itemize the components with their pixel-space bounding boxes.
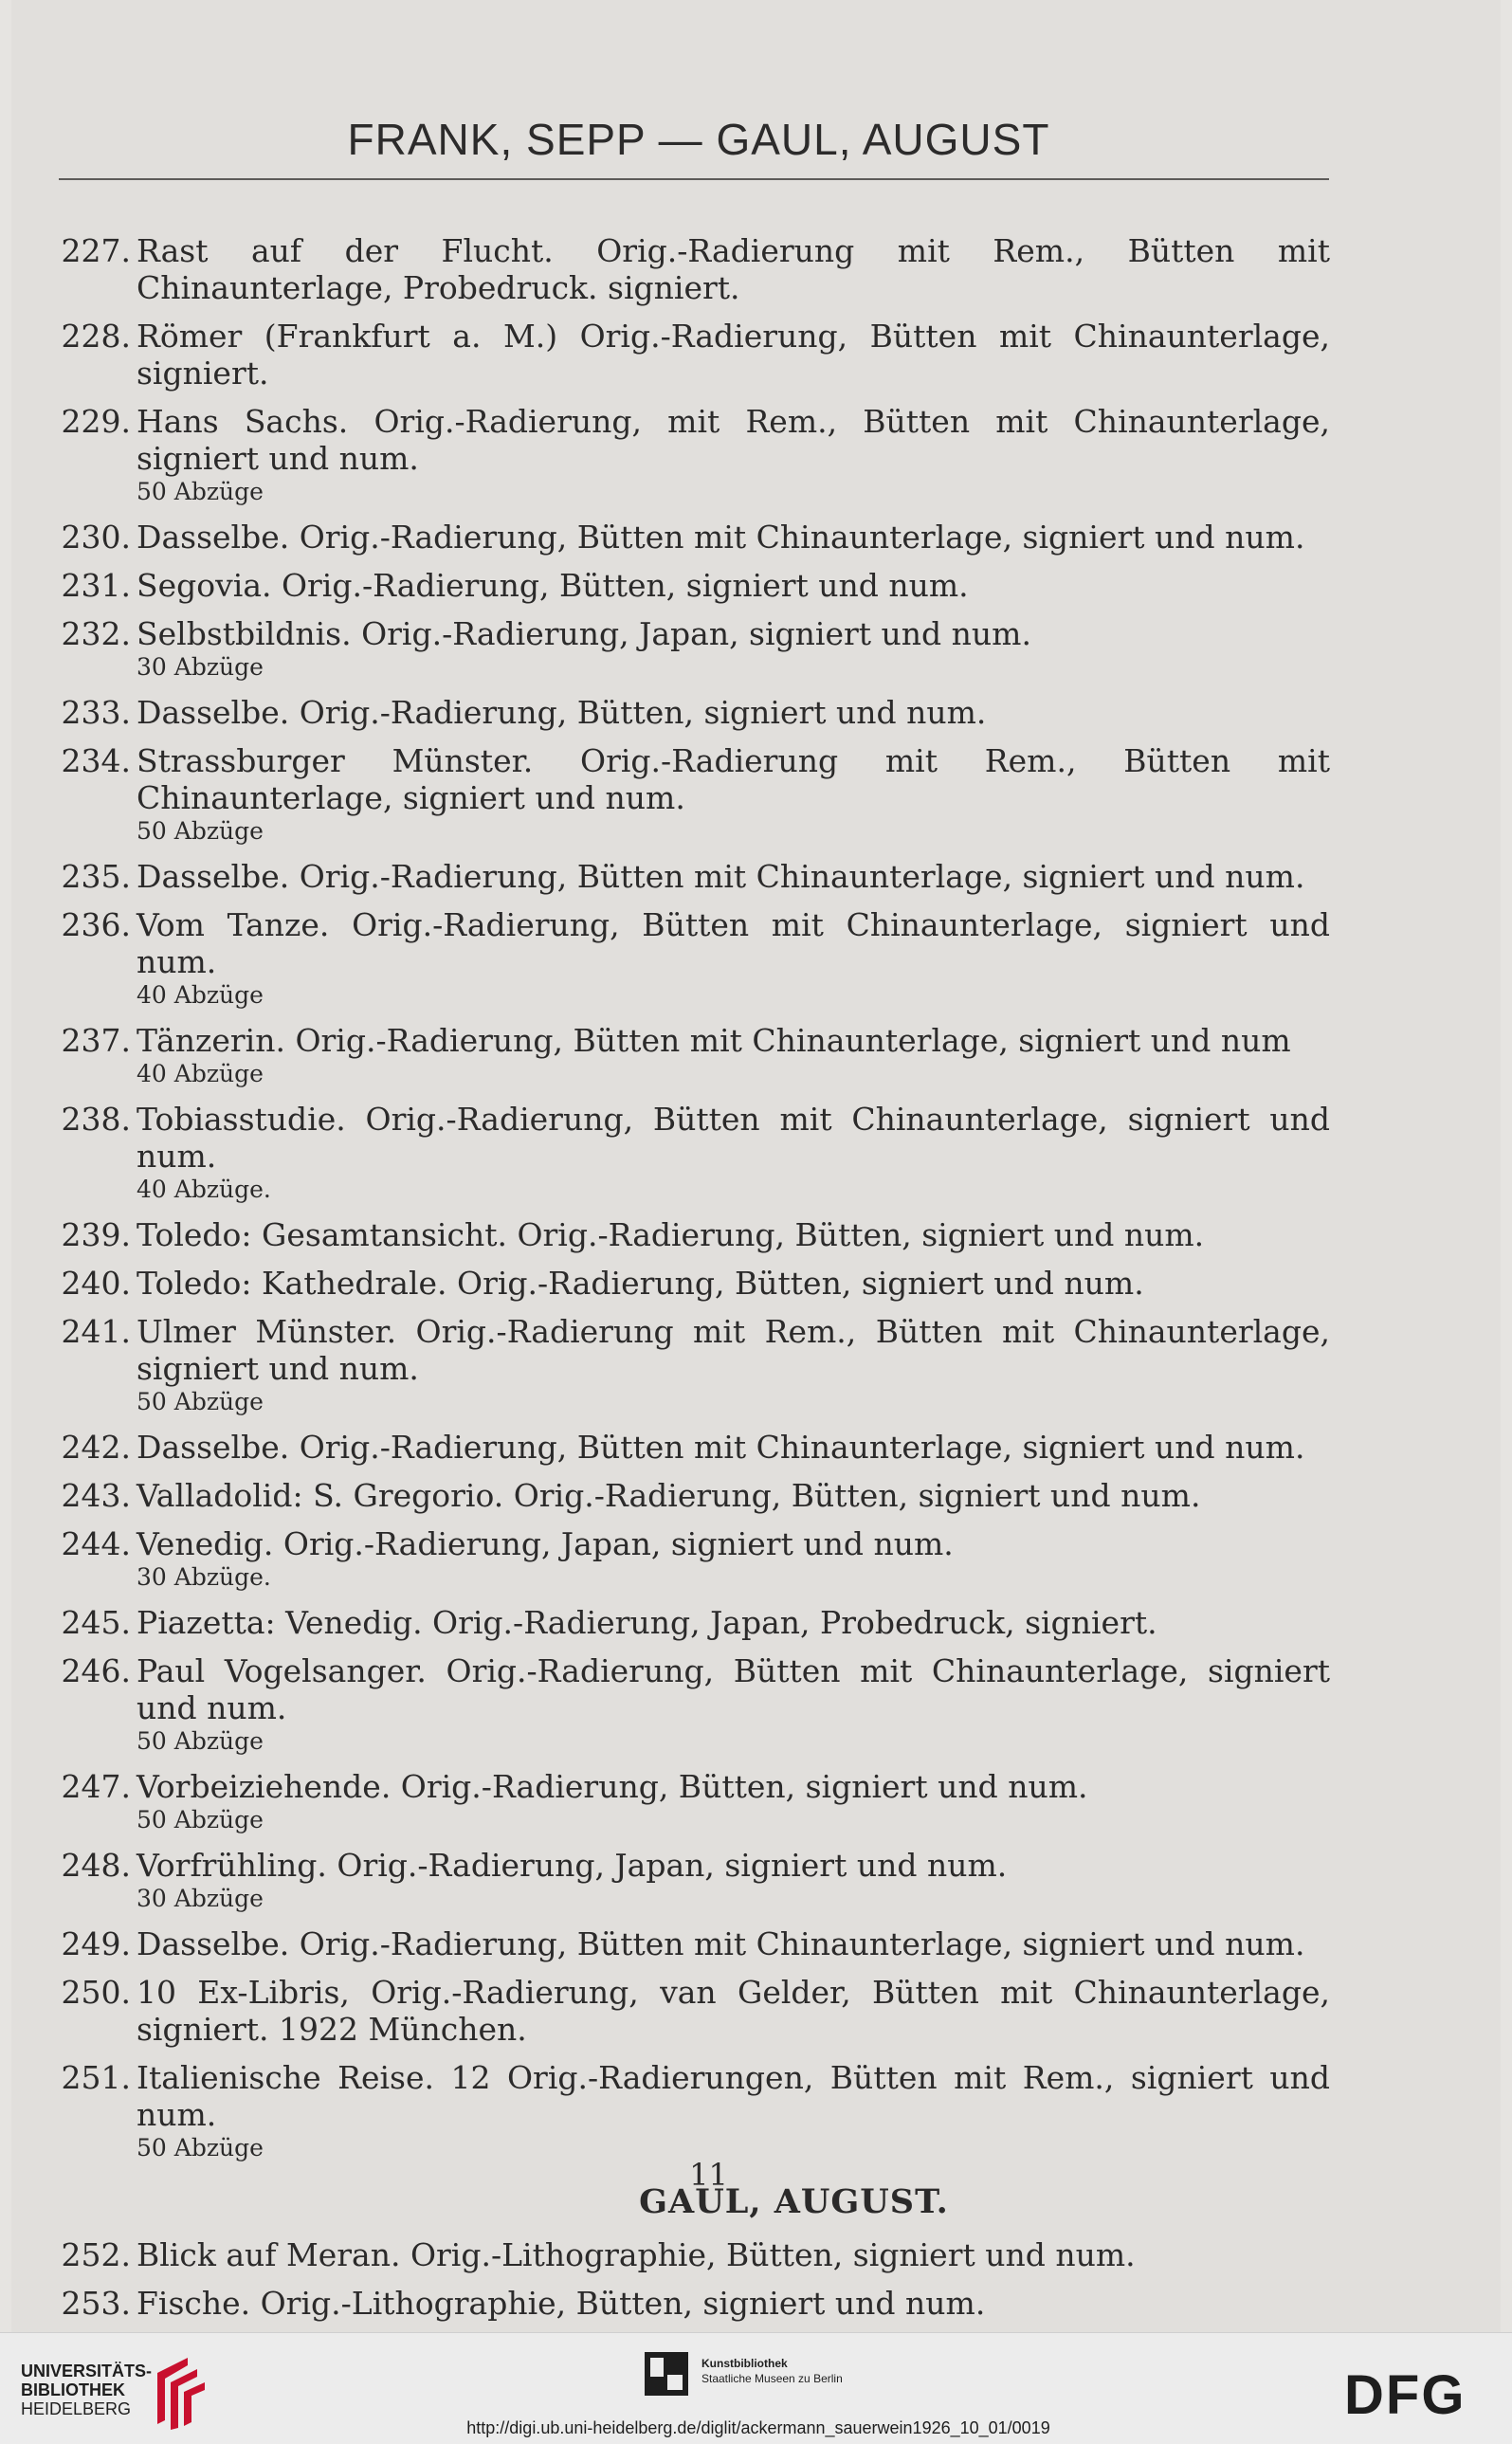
page-header: FRANK, SEPP — GAUL, AUGUST	[347, 115, 1050, 164]
entry-edition-note: 40 Abzüge.	[137, 1176, 271, 1203]
entry-edition-note: 40 Abzüge	[137, 981, 264, 1009]
catalog-entry	[11, 519, 1501, 556]
page-number: 11	[689, 2157, 728, 2193]
entry-number: 247.	[61, 1768, 131, 1805]
catalog-entry	[11, 1101, 1501, 1205]
entry-text: Toledo: Gesamtansicht. Orig.-Radierung, Bütten, signiert und num.	[137, 1216, 1205, 1253]
entry-text: Fische. Orig.-Lithographie, Bütten, signiert und num.	[137, 2285, 986, 2322]
catalog-entry	[11, 403, 1501, 507]
entry-text: Piazetta: Venedig. Orig.-Radierung, Japan, Probedruck, signiert.	[137, 1604, 1157, 1641]
entry-number: 241.	[61, 1313, 131, 1350]
entry-text: Vom Tanze. Orig.-Radierung, Bütten mit Chinaunterlage, signiert und num.	[137, 906, 1330, 980]
kb-name-line: Staatliche Museen zu Berlin	[701, 2372, 843, 2385]
entry-number: 242.	[61, 1429, 131, 1466]
entry-number: 230.	[61, 519, 131, 556]
catalog-entry	[11, 1974, 1501, 2048]
university-logo-icon	[150, 2354, 209, 2430]
entry-text: Dasselbe. Orig.-Radierung, Bütten mit Chinaunterlage, signiert und num.	[137, 1925, 1305, 1962]
entry-number: 252.	[61, 2236, 131, 2273]
catalog-entry	[11, 1022, 1501, 1089]
entry-text: Paul Vogelsanger. Orig.-Radierung, Bütten mit Chinaunterlage, signiert und num.	[137, 1652, 1330, 1726]
catalog-entry	[11, 1768, 1501, 1835]
kb-name-line: Kunstbibliothek	[701, 2357, 788, 2370]
entry-text: Hans Sachs. Orig.-Radierung, mit Rem., Bütten mit Chinaunterlage, signiert und num.	[137, 403, 1330, 477]
entry-number: 234.	[61, 742, 131, 779]
entry-number: 248.	[61, 1847, 131, 1884]
catalog-page	[11, 0, 1501, 2332]
entry-text: Dasselbe. Orig.-Radierung, Bütten, signiert und num.	[137, 694, 987, 731]
entry-text: Tänzerin. Orig.-Radierung, Bütten mit Chinaunterlage, signiert und num	[137, 1022, 1291, 1059]
catalog-entry	[11, 1925, 1501, 1962]
entry-list	[11, 232, 1501, 2333]
catalog-entry	[11, 615, 1501, 683]
catalog-entry	[11, 232, 1501, 306]
university-library-name	[21, 2362, 152, 2418]
entry-group-gaul	[11, 2236, 1501, 2322]
kunstbibliothek-name	[701, 2356, 843, 2386]
entry-text: Italienische Reise. 12 Orig.-Radierungen, Bütten mit Rem., signiert und num.	[137, 2059, 1330, 2133]
entry-text: Segovia. Orig.-Radierung, Bütten, signiert und num.	[137, 567, 969, 604]
entry-text: Blick auf Meran. Orig.-Lithographie, Bütten, signiert und num.	[137, 2236, 1136, 2273]
entry-edition-note: 30 Abzüge.	[137, 1563, 271, 1591]
entry-text: Dasselbe. Orig.-Radierung, Bütten mit Chinaunterlage, signiert und num.	[137, 1429, 1305, 1466]
entry-text: Venedig. Orig.-Radierung, Japan, signiert und num.	[137, 1525, 954, 1562]
catalog-entry	[11, 2285, 1501, 2322]
entry-edition-note: 50 Abzüge	[137, 478, 264, 505]
entry-number: 238.	[61, 1101, 131, 1138]
catalog-entry	[11, 1216, 1501, 1253]
entry-text: Selbstbildnis. Orig.-Radierung, Japan, signiert und num.	[137, 615, 1031, 652]
uni-name-line: HEIDELBERG	[21, 2399, 132, 2418]
entry-number: 237.	[61, 1022, 131, 1059]
entry-edition-note: 30 Abzüge	[137, 1885, 264, 1912]
entry-number: 249.	[61, 1925, 131, 1962]
catalog-entry	[11, 1265, 1501, 1302]
entry-text: Rast auf der Flucht. Orig.-Radierung mit Rem., Bütten mit Chinaunterlage, Probedruck. signiert.	[137, 232, 1330, 306]
entry-text: 10 Ex-Libris, Orig.-Radierung, van Gelder, Bütten mit Chinaunterlage, signiert. 1922 München.	[137, 1974, 1330, 2048]
catalog-entry	[11, 2236, 1501, 2273]
catalog-entry	[11, 694, 1501, 731]
entry-text: Ulmer Münster. Orig.-Radierung mit Rem., Bütten mit Chinaunterlage, signiert und num.	[137, 1313, 1330, 1387]
entry-number: 232.	[61, 615, 131, 652]
entry-number: 227.	[61, 232, 131, 269]
entry-number: 228.	[61, 318, 131, 355]
entry-edition-note: 40 Abzüge	[137, 1060, 264, 1087]
entry-number: 250.	[61, 1974, 131, 2011]
entry-number: 233.	[61, 694, 131, 731]
source-url[interactable]: http://digi.ub.uni-heidelberg.de/diglit/ackermann_sauerwein1926_10_01/0019	[466, 2418, 1050, 2437]
entry-edition-note: 50 Abzüge	[137, 1806, 264, 1833]
catalog-entry	[11, 318, 1501, 392]
entry-number: 235.	[61, 858, 131, 895]
catalog-entry	[11, 1652, 1501, 1757]
kunstbibliothek-logo-icon	[645, 2352, 688, 2396]
catalog-entry	[11, 567, 1501, 604]
entry-edition-note: 50 Abzüge	[137, 817, 264, 845]
catalog-entry	[11, 906, 1501, 1011]
entry-text: Toledo: Kathedrale. Orig.-Radierung, Bütten, signiert und num.	[137, 1265, 1144, 1302]
entry-text: Strassburger Münster. Orig.-Radierung mit Rem., Bütten mit Chinaunterlage, signiert und num.	[137, 742, 1330, 816]
entry-text: Vorfrühling. Orig.-Radierung, Japan, signiert und num.	[137, 1847, 1008, 1884]
catalog-entry	[11, 1847, 1501, 1914]
catalog-entry	[11, 1313, 1501, 1417]
footer-bar	[0, 2332, 1512, 2444]
entry-number: 239.	[61, 1216, 131, 1253]
dfg-logo: DFG	[1344, 2364, 1466, 2426]
entry-number: 236.	[61, 906, 131, 943]
entry-number: 245.	[61, 1604, 131, 1641]
entry-number: 229.	[61, 403, 131, 440]
entry-number: 244.	[61, 1525, 131, 1562]
uni-name-line: UNIVERSITÄTS-	[21, 2362, 153, 2380]
uni-name-line: BIBLIOTHEK	[21, 2380, 125, 2399]
entry-number: 253.	[61, 2285, 131, 2322]
catalog-entry	[11, 1477, 1501, 1514]
entry-number: 251.	[61, 2059, 131, 2096]
section-heading: GAUL, AUGUST.	[639, 2182, 949, 2221]
catalog-entry	[11, 1604, 1501, 1641]
entry-text: Dasselbe. Orig.-Radierung, Bütten mit Chinaunterlage, signiert und num.	[137, 519, 1305, 556]
entry-edition-note: 50 Abzüge	[137, 1727, 264, 1755]
catalog-entry	[11, 1429, 1501, 1466]
entry-edition-note: 50 Abzüge	[137, 1388, 264, 1415]
catalog-entry	[11, 742, 1501, 847]
entry-group-frank	[11, 232, 1501, 2163]
catalog-entry	[11, 858, 1501, 895]
catalog-entry	[11, 1525, 1501, 1593]
entry-number: 243.	[61, 1477, 131, 1514]
entry-text: Römer (Frankfurt a. M.) Orig.-Radierung, Bütten mit Chinaunterlage, signiert.	[137, 318, 1330, 392]
entry-edition-note: 50 Abzüge	[137, 2134, 264, 2161]
entry-text: Tobiasstudie. Orig.-Radierung, Bütten mit Chinaunterlage, signiert und num.	[137, 1101, 1330, 1175]
header-rule	[59, 178, 1329, 180]
entry-text: Vorbeiziehende. Orig.-Radierung, Bütten, signiert und num.	[137, 1768, 1088, 1805]
entry-text: Valladolid: S. Gregorio. Orig.-Radierung, Bütten, signiert und num.	[137, 1477, 1201, 1514]
entry-edition-note: 30 Abzüge	[137, 653, 264, 681]
catalog-entry	[11, 2059, 1501, 2163]
entry-number: 246.	[61, 1652, 131, 1689]
entry-number: 231.	[61, 567, 131, 604]
entry-text: Dasselbe. Orig.-Radierung, Bütten mit Chinaunterlage, signiert und num.	[137, 858, 1305, 895]
entry-number: 240.	[61, 1265, 131, 1302]
